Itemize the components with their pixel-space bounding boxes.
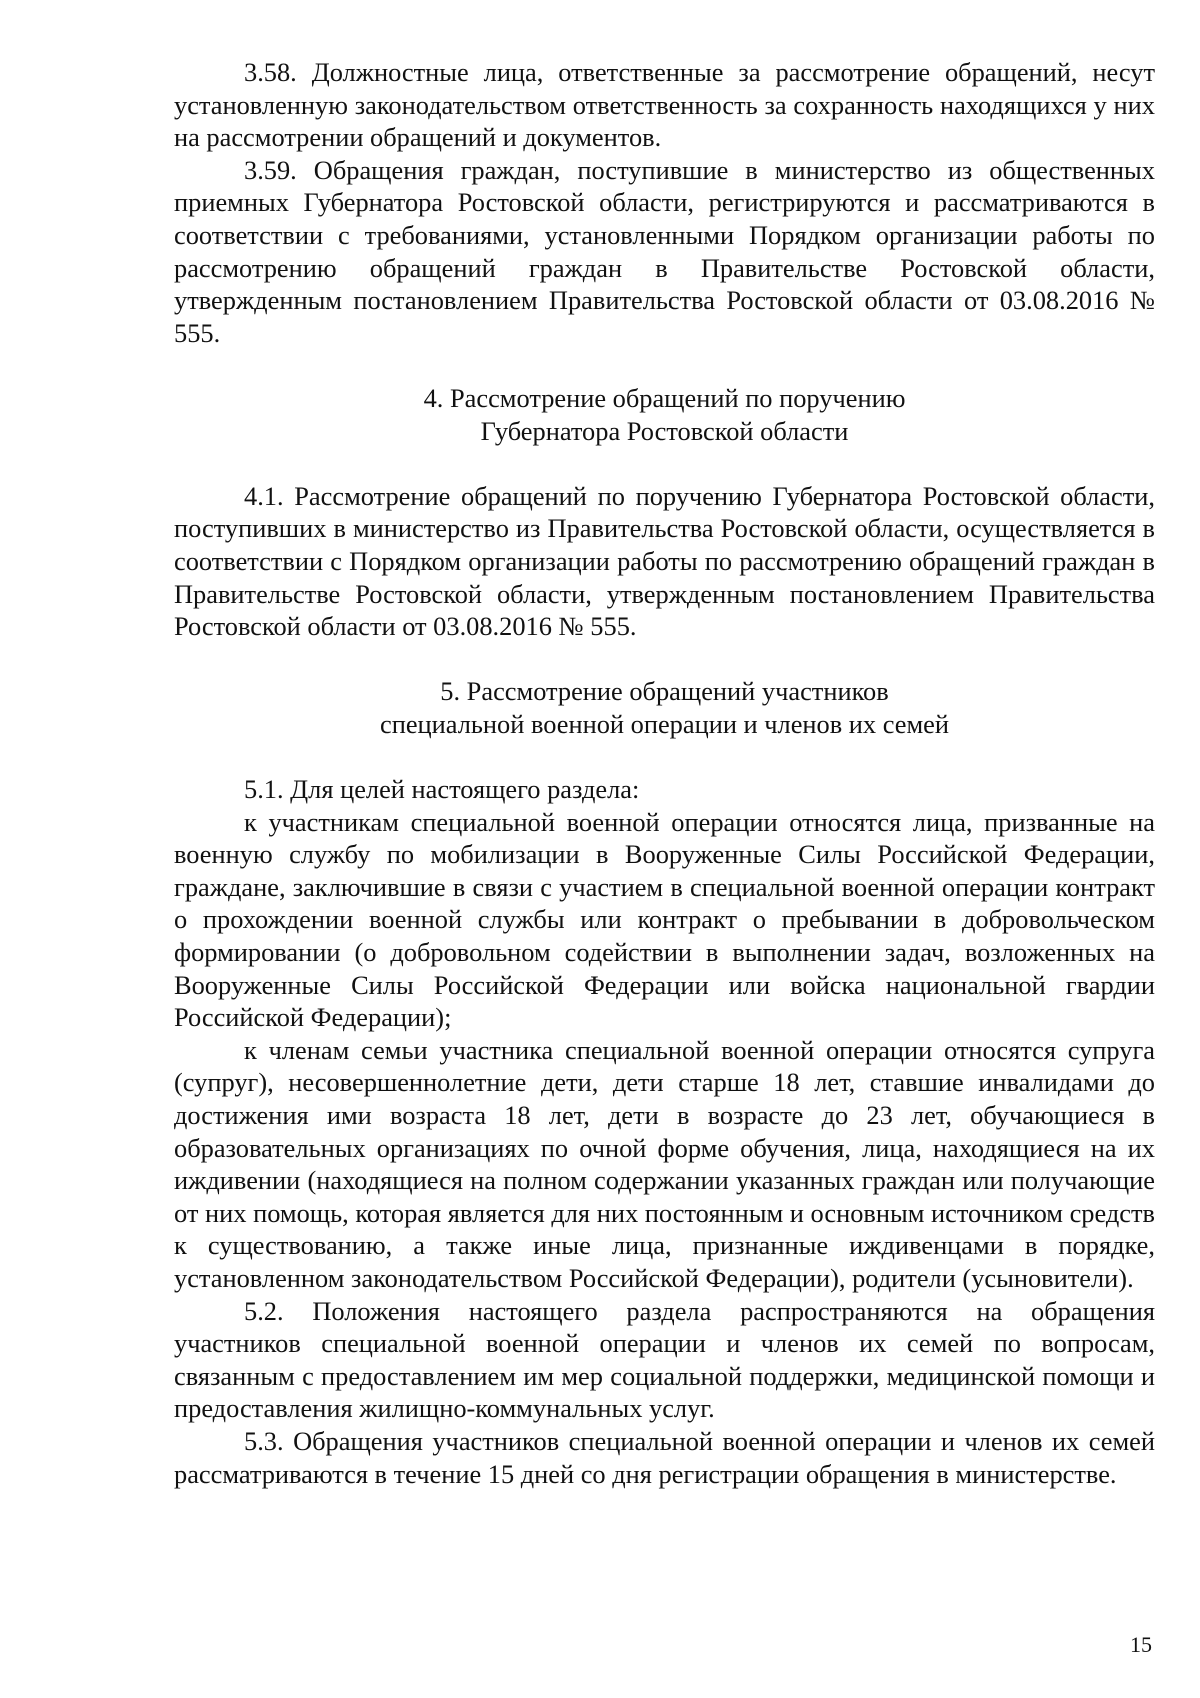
paragraph-4-1: 4.1. Рассмотрение обращений по поручению Губернатора Ростовской области, поступивших в министерство из Правительства Ростовской области, осуществляется в соответствии с Порядком организации работы по рассмотрению обращений граждан в Правительстве Ростовской области, утвержденным постановлением Правительства Ростовской области от 03.08.2016 № 555. — [174, 480, 1155, 642]
paragraph-5-3: 5.3. Обращения участников специальной военной операции и членов их семей рассматриваются в течение 15 дней со дня регистрации обращения в министерстве. — [174, 1425, 1155, 1489]
section-5-heading — [174, 675, 1155, 740]
paragraph-5-1-family-members: к членам семьи участника специальной военной операции относятся супруга (супруг), несовершеннолетние дети, дети старше 18 лет, ставшие инвалидами до достижения ими возраста 18 лет, дети в возрасте до 23 лет, обучающиеся в образовательных организациях по очной форме обучения, лица, находящиеся на их иждивении (находящиеся на полном содержании указанных граждан или получающие от них помощь, которая является для них постоянным и основным источником средств к существованию, а также иные лица, признанные иждивенцами в порядке, установленном законодательством Российской Федерации), родители (усыновители). — [174, 1034, 1155, 1293]
paragraph-3-58: 3.58. Должностные лица, ответственные за рассмотрение обращений, несут установленную законодательством ответственность за сохранность находящихся у них на рассмотрении обращений и документов. — [174, 57, 1155, 153]
paragraph-5-2: 5.2. Положения настоящего раздела распространяются на обращения участников специальной военной операции и членов их семей по вопросам, связанным с предоставлением им мер социальной поддержки, медицинской помощи и предоставления жилищно-коммунальных услуг. — [174, 1295, 1155, 1424]
paragraph-5-1: 5.1. Для целей настоящего раздела: — [244, 774, 640, 805]
page-number: 15 — [1130, 1632, 1152, 1657]
section-5-heading-line-1: 5. Рассмотрение обращений участников — [440, 676, 889, 707]
paragraph-5-1-participants: к участникам специальной военной операции относятся лица, призванные на военную службу по мобилизации в Вооруженные Силы Российской Федерации, граждане, заключившие в связи с участием в специальной военной операции контракт о прохождении военной службы или контракт о пребывании в добровольческом формировании (о добровольном содействии в выполнении задач, возложенных на Вооруженные Силы Российской Федерации или войска национальной гвардии Российской Федерации); — [174, 806, 1155, 1033]
spacer — [174, 643, 1155, 676]
spacer — [174, 349, 1155, 382]
section-4-heading-line-1: 4. Рассмотрение обращений по поручению — [423, 382, 906, 413]
paragraph-3-59: 3.59. Обращения граждан, поступившие в министерство из общественных приемных Губернатора Ростовской области, регистрируются и рассматриваются в соответствии с требованиями, установленными Порядком организации работы по рассмотрению обращений граждан в Правительстве Ростовской области, утвержденным постановлением Правительства Ростовской области от 03.08.2016 № 555. — [174, 154, 1155, 348]
section-4-heading — [174, 382, 1155, 447]
spacer — [174, 447, 1155, 480]
section-5-heading-line-2: специальной военной операции и членов их семей — [379, 708, 950, 739]
document-page — [174, 56, 1155, 1490]
section-4-heading-line-2: Губернатора Ростовской области — [480, 415, 849, 446]
spacer — [174, 740, 1155, 773]
